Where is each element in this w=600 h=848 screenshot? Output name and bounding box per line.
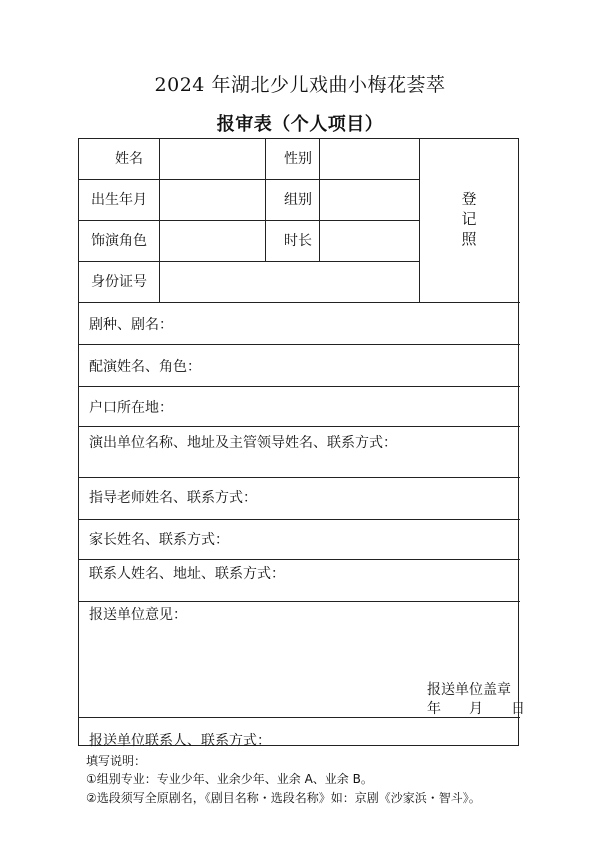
- label-unit: 演出单位名称、地址及主管领导姓名、联系方式：: [89, 435, 397, 451]
- label-seal: 报送单位盖章: [427, 682, 511, 698]
- row-divider: [79, 302, 520, 303]
- row-divider: [79, 477, 520, 478]
- label-id-number: 身份证号: [91, 274, 147, 290]
- note-item: ①组别专业：专业少年、业余少年、业余 A、业余 B。: [86, 772, 373, 786]
- label-unit-contact: 报送单位联系人、联系方式：: [89, 733, 271, 749]
- label-teacher: 指导老师姓名、联系方式：: [89, 490, 257, 506]
- label-gender: 性别: [284, 151, 312, 167]
- photo-box: [419, 189, 519, 249]
- col-divider: [159, 139, 160, 302]
- row-divider: [79, 519, 520, 520]
- registration-form: [78, 138, 525, 749]
- row-divider: [79, 426, 520, 427]
- label-play: 剧种、剧名：: [89, 317, 173, 333]
- photo-char: 记: [461, 210, 477, 228]
- label-role: 饰演角色: [91, 233, 147, 249]
- label-birth: 出生年月: [91, 192, 147, 208]
- row-divider: [79, 344, 520, 345]
- label-partner: 配演姓名、角色：: [89, 359, 201, 375]
- photo-char: 登: [461, 190, 477, 208]
- note-heading: 填写说明：: [86, 754, 147, 768]
- row-divider: [79, 179, 419, 180]
- row-divider: [79, 220, 419, 221]
- row-divider: [79, 386, 520, 387]
- label-duration: 时长: [284, 233, 312, 249]
- row-divider: [79, 559, 520, 560]
- label-contact: 联系人姓名、地址、联系方式：: [89, 566, 285, 582]
- label-hukou: 户口所在地：: [89, 400, 173, 416]
- label-name: 姓名: [115, 151, 143, 167]
- label-opinion: 报送单位意见：: [89, 607, 187, 623]
- label-group: 组别: [284, 192, 312, 208]
- label-date: 年 月 日: [427, 701, 525, 717]
- row-divider: [79, 261, 419, 262]
- row-divider: [79, 601, 520, 602]
- photo-char: 照: [461, 230, 477, 248]
- document-subtitle: 报审表（个人项目）: [216, 114, 384, 135]
- note-item: ②选段须写全原剧名，《剧目名称・选段名称》如：京剧《沙家浜・智斗》。: [86, 791, 481, 805]
- col-divider: [319, 139, 320, 261]
- col-divider: [265, 139, 266, 261]
- document-title: 2024 年湖北少儿戏曲小梅花荟萃: [154, 74, 446, 96]
- label-parent: 家长姓名、联系方式：: [89, 532, 229, 548]
